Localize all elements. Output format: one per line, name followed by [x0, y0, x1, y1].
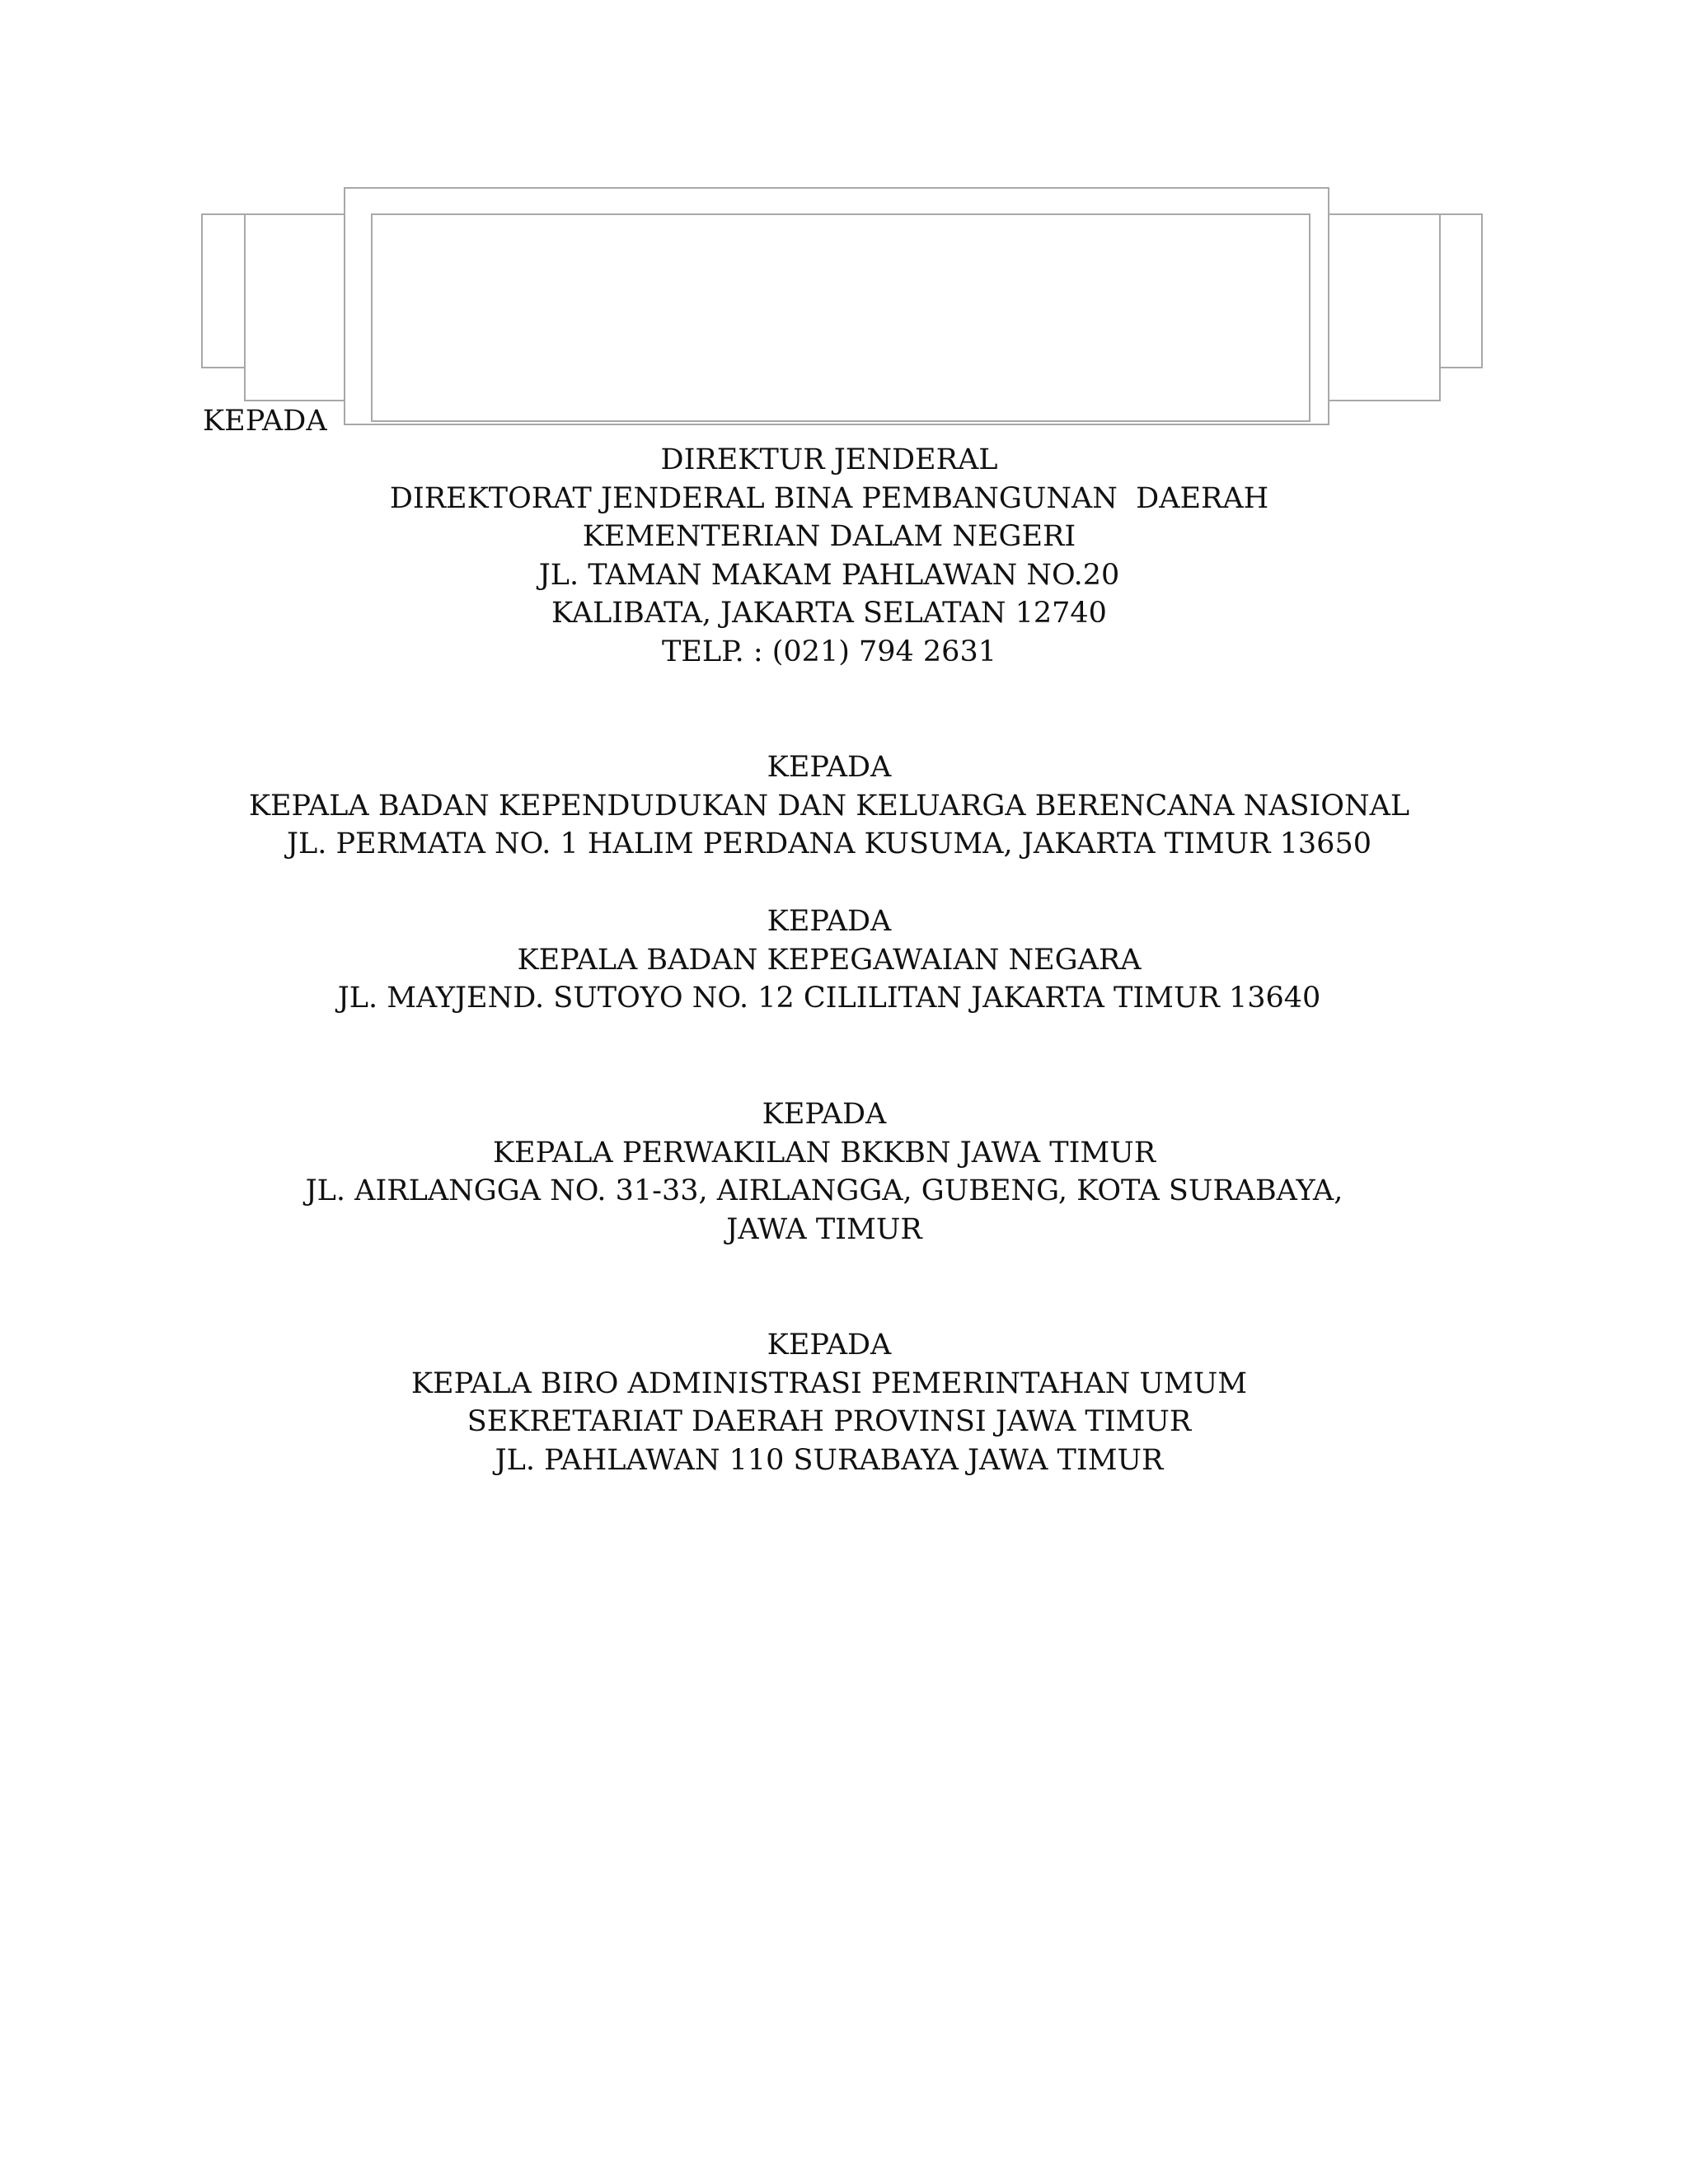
recipient-title: KEPALA PERWAKILAN BKKBN JAWA TIMUR — [492, 1136, 1156, 1169]
recipient-address-cont: JAWA TIMUR — [726, 1212, 922, 1246]
recipient-title: KEPALA BADAN KEPEGAWAIAN NEGARA — [517, 943, 1142, 977]
recipient-block-dirjen-bangda — [0, 441, 1673, 671]
kepada-label: KEPADA — [203, 405, 327, 438]
recipient-block-biro-pemerintahan — [0, 1326, 1673, 1479]
recipient-block-bkn — [0, 902, 1673, 1018]
kepada-heading: KEPADA — [767, 905, 892, 938]
recipient-address: JL. PERMATA NO. 1 HALIM PERDANA KUSUMA, JAKARTA TIMUR 13650 — [286, 827, 1372, 860]
letterhead-frame-inner — [371, 213, 1311, 422]
kepada-heading: KEPADA — [767, 1329, 892, 1361]
recipient-title: KEPALA BIRO ADMINISTRASI PEMERINTAHAN UMUM — [410, 1366, 1248, 1400]
recipient-title: DIREKTUR JENDERAL — [660, 443, 998, 476]
recipient-address: JL. MAYJEND. SUTOYO NO. 12 CILILITAN JAKARTA TIMUR 13640 — [337, 982, 1321, 1015]
kepada-heading: KEPADA — [762, 1098, 887, 1131]
kepada-heading: KEPADA — [767, 751, 892, 784]
recipient-city: KALIBATA, JAKARTA SELATAN 12740 — [551, 597, 1107, 630]
recipient-directorate: DIREKTORAT JENDERAL BINA PEMBANGUNAN DAERAH — [389, 481, 1269, 515]
recipient-address: JL. PAHLAWAN 110 SURABAYA JAWA TIMUR — [495, 1443, 1164, 1477]
recipient-ministry: KEMENTERIAN DALAM NEGERI — [582, 520, 1076, 553]
recipient-address: JL. AIRLANGGA NO. 31-33, AIRLANGGA, GUBENG, KOTA SURABAYA, — [305, 1174, 1343, 1207]
recipient-block-bkkbn — [0, 748, 1673, 864]
recipient-block-bkkbn-jatim — [0, 1095, 1668, 1249]
recipient-title: KEPALA BADAN KEPENDUDUKAN DAN KELUARGA BERENCANA NASIONAL — [248, 789, 1410, 823]
recipient-office: SEKRETARIAT DAERAH PROVINSI JAWA TIMUR — [467, 1405, 1192, 1438]
recipient-street: JL. TAMAN MAKAM PAHLAWAN NO.20 — [538, 558, 1120, 592]
recipient-phone: TELP. : (021) 794 2631 — [661, 635, 996, 668]
